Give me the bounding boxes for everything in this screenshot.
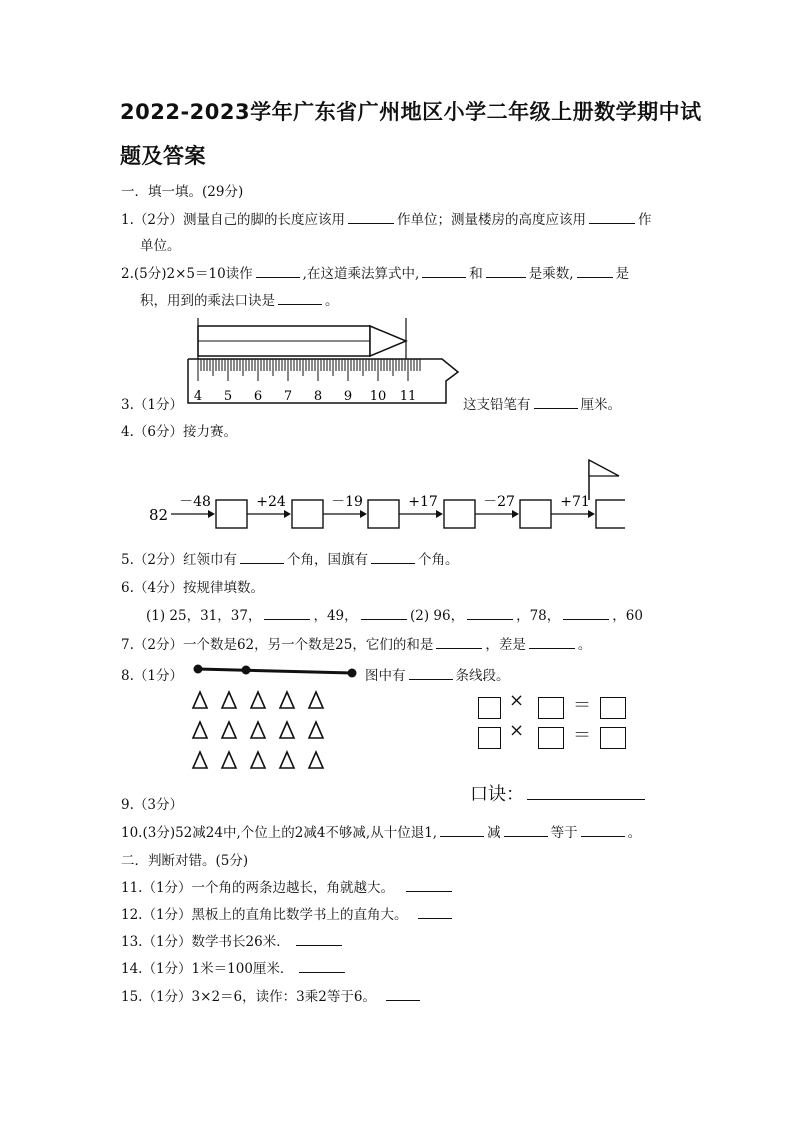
relay-arrow-head (360, 510, 367, 518)
q2-line2 (140, 289, 339, 309)
page-title: 2022-2023学年广东省广州地区小学二年级上册数学期中试 (120, 100, 702, 124)
ruler-label: 6 (253, 389, 263, 404)
relay-operation: －19 (331, 494, 363, 510)
point-c (348, 669, 357, 678)
triangle-icon (193, 692, 207, 708)
question-12 (121, 903, 455, 923)
q10-blank-3[interactable] (581, 822, 625, 837)
q6-1-text-b: ，49， (313, 608, 358, 624)
q7-blank-1[interactable] (436, 634, 482, 649)
ruler-label: 9 (343, 389, 353, 404)
mult-box-1-c[interactable] (600, 697, 626, 719)
q6-2-text-c: ，60 (612, 608, 643, 624)
q6-2-blank-2[interactable] (563, 605, 609, 620)
question-13 (121, 930, 345, 950)
mult-box-2-b[interactable] (538, 727, 564, 749)
triangle-icon (280, 752, 294, 768)
q2-blank-1[interactable] (256, 263, 300, 278)
point-a (194, 665, 203, 674)
q11-blank[interactable] (406, 877, 452, 892)
question-3-answer (463, 393, 621, 413)
section-heading-fill: 一．填一填。(29分) (121, 184, 244, 200)
triangle-icon (309, 752, 323, 768)
question-9: 9.（3分） (121, 797, 183, 813)
q8-text-b: 图中有 (365, 668, 406, 684)
q5-text-c: 个角。 (417, 552, 459, 568)
q14-text: 14.（1分）1米＝100厘米． (121, 961, 294, 977)
q13-text: 13.（1分）数学书长26米． (121, 934, 290, 950)
relay-operation: +71 (560, 494, 590, 510)
q10-blank-2[interactable] (504, 822, 548, 837)
q5-text-a: 5.（2分）红领巾有 (121, 552, 237, 568)
triangle-icon (222, 722, 236, 738)
mult-box-1-a[interactable] (478, 697, 501, 719)
q10-blank-1[interactable] (440, 822, 484, 837)
triangle-icon (251, 752, 265, 768)
q6-1-text-a: (1) 25，31，37， (146, 608, 262, 624)
q13-blank[interactable] (296, 931, 342, 946)
q2-blank-2[interactable] (422, 263, 466, 278)
q11-text: 11.（1分）一个角的两条边越长，角就越大。 (121, 880, 395, 896)
relay-operation: －48 (179, 494, 211, 510)
q2-text-d: 是乘数, (528, 266, 574, 282)
q15-text: 15.（1分）3×2＝6，读作：3乘2等于6。 (121, 989, 376, 1005)
relay-arrow-head (284, 510, 291, 518)
q12-blank[interactable] (418, 904, 452, 919)
times-sign-1: × (509, 690, 525, 711)
q1-text-b: 作单位；测量楼房的高度应该用 (396, 212, 586, 228)
q6-part-2 (410, 604, 643, 624)
q2-text-g: 。 (325, 293, 339, 309)
koujue-label: 口诀： (470, 784, 524, 805)
mult-box-2-a[interactable] (478, 727, 501, 749)
q3-text-c: 厘米。 (580, 397, 621, 413)
ruler-label: 4 (193, 389, 203, 404)
triangle-icon (193, 752, 207, 768)
relay-start-number: 82 (149, 506, 169, 524)
relay-answer-box[interactable] (216, 500, 247, 528)
relay-answer-box[interactable] (368, 500, 399, 528)
mult-box-2-c[interactable] (600, 727, 626, 749)
q5-text-b: 个角，国旗有 (286, 552, 368, 568)
relay-operation: +24 (256, 494, 286, 510)
question-5 (121, 548, 458, 568)
line-segments-figure (190, 660, 360, 680)
q6-1-blank-1[interactable] (264, 605, 310, 620)
question-1 (121, 208, 651, 228)
question-8-answer (365, 664, 510, 684)
triangle-icon (280, 722, 294, 738)
point-b (242, 666, 251, 675)
q2-text-b: ,在这道乘法算式中, (302, 266, 420, 282)
q1-text-a: 1.（2分）测量自己的脚的长度应该用 (121, 212, 345, 228)
q5-blank-1[interactable] (240, 549, 284, 564)
question-2 (121, 262, 629, 282)
question-4: 4.（6分）接力赛。 (121, 424, 237, 440)
times-sign-2: × (509, 720, 525, 741)
relay-operation: －27 (483, 494, 515, 510)
triangle-icon (251, 722, 265, 738)
q6-part-1 (146, 604, 410, 624)
q2-text-c: 和 (469, 266, 483, 282)
ruler-label: 8 (313, 389, 323, 404)
triangle-grid (188, 688, 333, 778)
relay-arrow-head (208, 510, 215, 518)
relay-answer-box[interactable] (444, 500, 475, 528)
q10-text-c: 等于 (550, 825, 578, 841)
q7-text-a: 7.（2分）一个数是62，另一个数是25，它们的和是 (121, 637, 434, 653)
question-10 (121, 821, 641, 841)
equals-sign-1: ＝ (573, 695, 591, 716)
relay-race-figure (145, 456, 625, 536)
q7-text-c: 。 (577, 637, 592, 653)
relay-operation: +17 (408, 494, 438, 510)
ruler-label: 10 (369, 389, 387, 404)
q2-blank-3[interactable] (486, 263, 526, 278)
section-heading-judge: 二．判断对错。(5分) (121, 853, 249, 869)
koujue-blank[interactable] (527, 799, 645, 800)
equals-sign-2: ＝ (573, 725, 591, 746)
q1-blank-1[interactable] (348, 209, 394, 224)
q8-text-a: 8.（1分） (121, 668, 183, 684)
q3-blank[interactable] (534, 394, 578, 409)
triangle-icon (280, 692, 294, 708)
q10-text-a: 10.(3分)52减24中,个位上的2减4不够减,从十位退1, (121, 825, 438, 841)
q3-text-b: 这支铅笔有 (463, 397, 531, 413)
q6-2-blank-1[interactable] (467, 605, 513, 620)
q2-text-f: 积，用到的乘法口诀是 (140, 293, 275, 309)
q5-blank-2[interactable] (371, 549, 415, 564)
mult-box-1-b[interactable] (538, 697, 564, 719)
relay-answer-box[interactable] (292, 500, 323, 528)
question-15 (121, 985, 423, 1005)
relay-arrow-head (512, 510, 519, 518)
triangle-icon (309, 722, 323, 738)
q1-blank-2[interactable] (589, 209, 635, 224)
question-7 (121, 633, 591, 653)
triangle-icon (222, 752, 236, 768)
question-11 (121, 876, 455, 896)
q7-text-b: ，差是 (485, 637, 526, 653)
triangle-icon (251, 692, 265, 708)
page-title-line2: 题及答案 (120, 144, 206, 168)
relay-answer-box[interactable] (596, 500, 625, 528)
q3-text-a: 3.（1分） (121, 397, 183, 413)
q14-blank[interactable] (299, 958, 345, 973)
q2-blank-5[interactable] (278, 290, 322, 305)
q6-2-text-a: (2) 96， (410, 608, 465, 624)
finish-flag-icon (589, 460, 619, 500)
question-6: 6.（4分）按规律填数。 (121, 580, 264, 596)
ruler-label: 7 (283, 389, 293, 404)
relay-arrow-head (436, 510, 443, 518)
ruler (188, 359, 458, 404)
q2-text-a: 2.(5分)2×5＝10读作 (121, 266, 253, 282)
q1-text-c: 作 (637, 212, 652, 228)
question-14 (121, 957, 348, 977)
triangle-icon (222, 692, 236, 708)
relay-arrow-head (588, 510, 595, 518)
ruler-label: 11 (399, 389, 417, 404)
triangle-icon (193, 722, 207, 738)
q6-2-text-b: ，78， (516, 608, 561, 624)
ruler-pencil-figure (184, 314, 466, 406)
triangle-icon (309, 692, 323, 708)
q12-text: 12.（1分）黑板上的直角比数学书上的直角大。 (121, 907, 408, 923)
q6-1-blank-2[interactable] (361, 605, 407, 620)
q2-text-e: 是 (615, 266, 630, 282)
q7-blank-2[interactable] (529, 634, 575, 649)
q2-blank-4[interactable] (577, 263, 613, 278)
relay-answer-box[interactable] (520, 500, 551, 528)
ruler-label: 5 (223, 389, 233, 404)
q1-text-d: 单位。 (140, 238, 181, 254)
q15-blank[interactable] (386, 986, 420, 1001)
q10-text-b: 减 (487, 825, 501, 841)
q8-text-c: 条线段。 (455, 668, 510, 684)
q10-text-d: 。 (627, 825, 642, 841)
q8-blank[interactable] (409, 665, 453, 680)
